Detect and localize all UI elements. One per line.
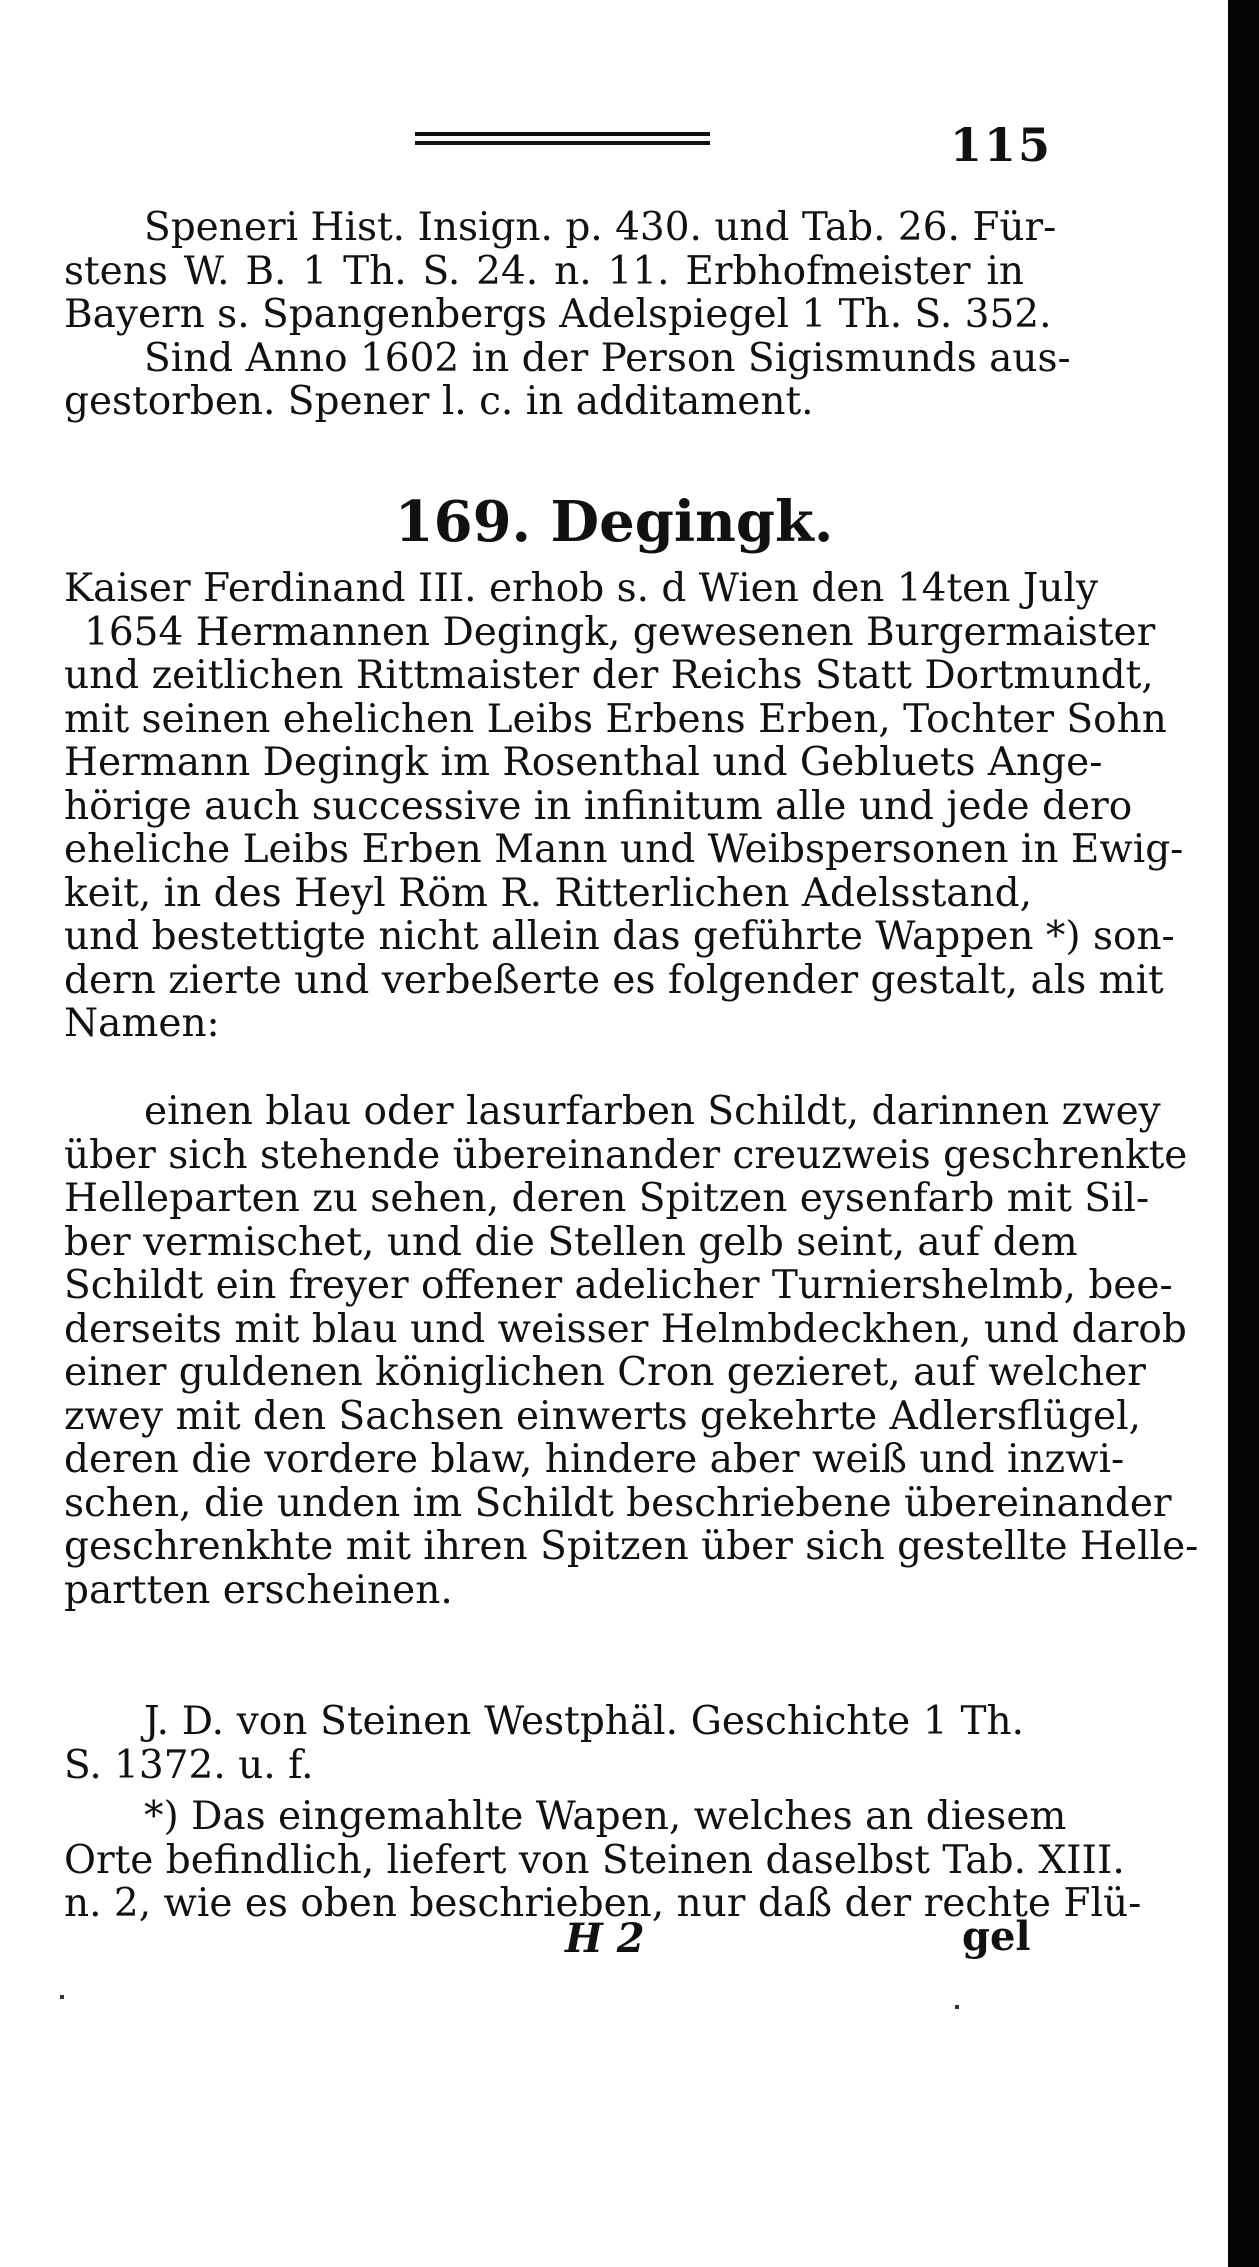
blazon-line: einen blau oder lasurfarben Schildt, darinnen zwey [144, 1089, 1161, 1134]
blazon-line: deren die vordere blaw, hindere aber weiß und inzwi- [64, 1437, 1125, 1482]
blazon-line: zwey mit den Sachsen einwerts gekehrte Adlersflügel, [64, 1393, 1141, 1439]
section-heading: 169. Degingk. [394, 489, 834, 555]
body-line: Namen: [64, 1001, 220, 1046]
intro-line: Sind Anno 1602 in der Person Sigismunds aus- [144, 335, 1071, 381]
page-number: 115 [950, 118, 1053, 172]
signature-mark: H 2 [565, 1915, 645, 1962]
body-line: Hermann Degingk im Rosenthal und Gebluets Ange- [64, 740, 1103, 785]
body-line: und bestettigte nicht allein das geführte Wappen *) son- [64, 914, 1175, 959]
source-paragraph [64, 1700, 1024, 1787]
body-line: keit, in des Heyl Röm R. Ritterlichen Adelsstand, [64, 870, 1032, 916]
intro-line: Speneri Hist. Insign. p. 430. und Tab. 26. Für- [144, 205, 1057, 250]
body-line: mit seinen ehelichen Leibs Erbens Erben, Tochter Sohn [64, 696, 1167, 742]
blazon-line: Helleparten zu sehen, deren Spitzen eysenfarb mit Sil- [64, 1176, 1150, 1221]
footnote-line: Orte befindlich, liefert von Steinen daselbst Tab. XIII. [64, 1837, 1125, 1883]
body-line: und zeitlichen Rittmaister der Reichs Statt Dortmundt, [64, 653, 1154, 698]
blazon-line: über sich stehende übereinander creuzweis geschrenkte [64, 1132, 1188, 1178]
header-rule-top [415, 132, 710, 136]
blazon-line: partten erscheinen. [64, 1567, 453, 1613]
intro-paragraph [64, 205, 1071, 424]
footnote [64, 1794, 1142, 1926]
body-paragraph [64, 566, 1184, 1046]
blazon-line: einer guldenen königlichen Cron gezieret, auf welcher [64, 1350, 1146, 1395]
intro-line: stens W. B. 1 Th. S. 24. n. 11. Erbhofmeister in [64, 248, 1024, 294]
blazon-line: derseits mit blau und weisser Helmbdeckhen, und darob [64, 1306, 1187, 1352]
blazon-paragraph [64, 1089, 1199, 1613]
body-line: dern zierte und verbeßerte es folgender gestalt, als mit [64, 957, 1164, 1003]
page-shadow-edge [1228, 0, 1259, 2267]
body-line: Kaiser Ferdinand III. erhob s. d Wien den 14ten July [64, 566, 1098, 611]
body-line: 1654 Hermannen Degingk, gewesenen Burgermaister [84, 609, 1156, 655]
blazon-line: geschrenkhte mit ihren Spitzen über sich gestellte Helle- [64, 1524, 1199, 1569]
intro-line: gestorben. Spener l. c. in additament. [64, 379, 814, 424]
source-line: J. D. von Steinen Westphäl. Geschichte 1 Th. [144, 1699, 1024, 1744]
blazon-line: ber vermischet, und die Stellen gelb seint, auf dem [64, 1219, 1078, 1265]
footnote-line: n. 2, wie es oben beschrieben, nur daß der rechte Flü- [64, 1881, 1142, 1926]
body-line: eheliche Leibs Erben Mann und Weibspersonen in Ewig- [64, 827, 1184, 872]
intro-line: Bayern s. Spangenbergs Adelspiegel 1 Th. S. 352. [64, 292, 1052, 337]
body-line: hörige auch successive in infinitum alle und jede dero [64, 783, 1133, 829]
blazon-line: schen, die unden im Schildt beschriebene übereinander [64, 1480, 1172, 1526]
source-line: S. 1372. u. f. [64, 1742, 314, 1788]
blazon-line: Schildt ein freyer offener adelicher Turniershelmb, bee- [64, 1263, 1173, 1308]
ink-speck [955, 2005, 959, 2009]
catchword: gel [962, 1913, 1031, 1960]
header-rule-bottom [415, 141, 710, 145]
footnote-line: *) Das eingemahlte Wapen, welches an diesem [144, 1794, 1067, 1839]
ink-speck [60, 1995, 64, 1999]
